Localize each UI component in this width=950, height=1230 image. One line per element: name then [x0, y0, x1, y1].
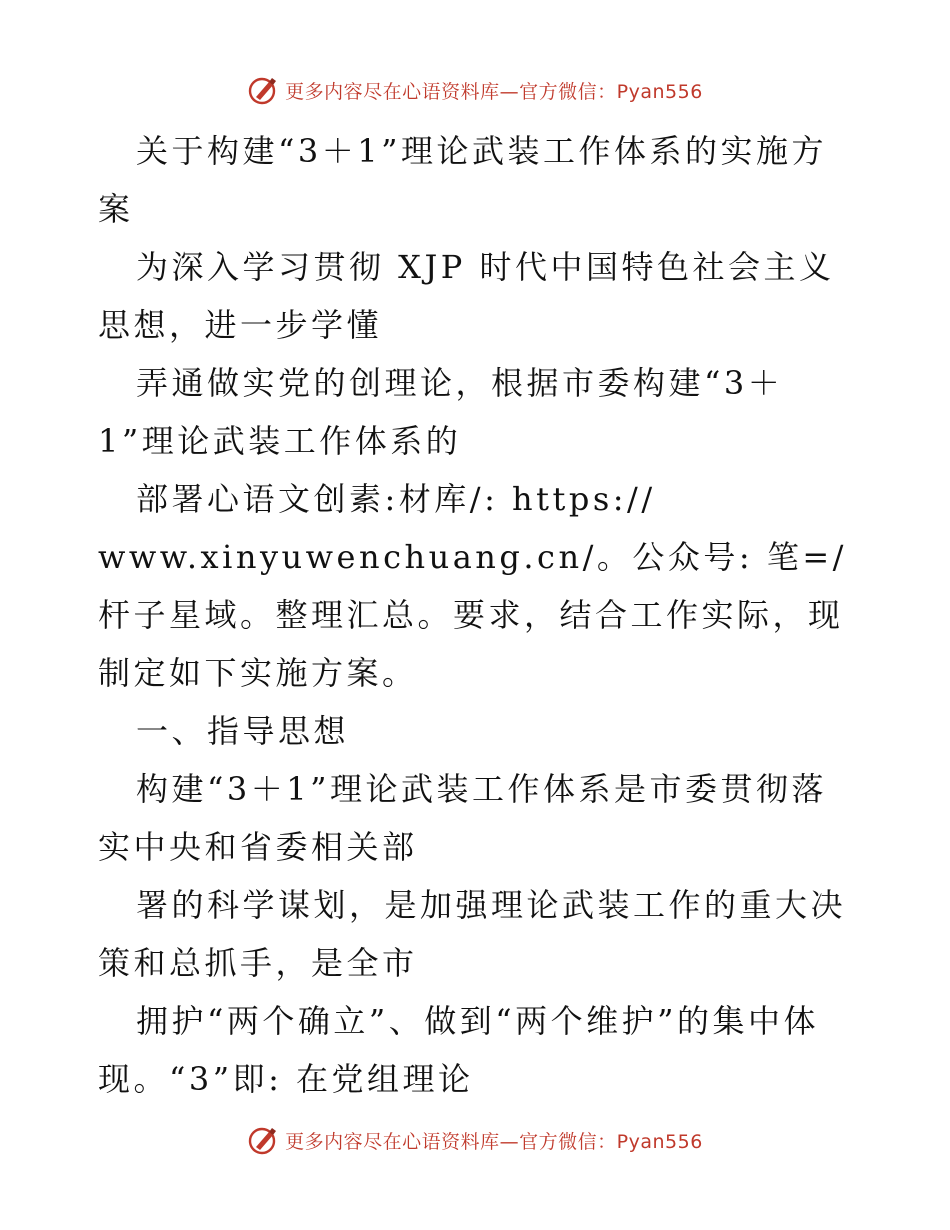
header-watermark: [0, 70, 950, 110]
paragraph-line: www.xinyuwenchuang.cn/。公众号: 笔=/杆子星域。整理汇总。要求，结合工作实际，现制定如下实施方案。: [98, 538, 847, 692]
brush-pen-icon: [247, 1123, 281, 1157]
section-heading: 一、指导思想: [136, 712, 350, 750]
paragraph-line: 部署心语文创素:材库/: https://: [136, 480, 656, 518]
watermark-text: 更多内容尽在心语资料库—官方微信：Pyan556: [285, 1130, 703, 1153]
paragraph-line: 为深入学习贯彻 XJP 时代中国特色社会主义思想，进一步学懂: [98, 248, 835, 344]
paragraph-line: 拥护“两个确立”、做到“两个维护”的集中体现。“3”即: 在党组理论: [98, 1002, 819, 1098]
paragraph-line: 构建“3＋1”理论武装工作体系是市委贯彻落实中央和省委相关部: [98, 770, 827, 866]
footer-watermark: [0, 1120, 950, 1160]
paragraph-line: 弄通做实党的创理论，根据市委构建“3＋1”理论武装工作体系的: [98, 364, 784, 460]
watermark-text: 更多内容尽在心语资料库—官方微信：Pyan556: [285, 80, 703, 103]
document-title: 关于构建“3＋1”理论武装工作体系的实施方案: [98, 132, 827, 228]
document-body: [98, 122, 858, 1108]
brush-pen-icon: [247, 73, 281, 107]
paragraph-line: 署的科学谋划，是加强理论武装工作的重大决策和总抓手，是全市: [98, 886, 847, 982]
